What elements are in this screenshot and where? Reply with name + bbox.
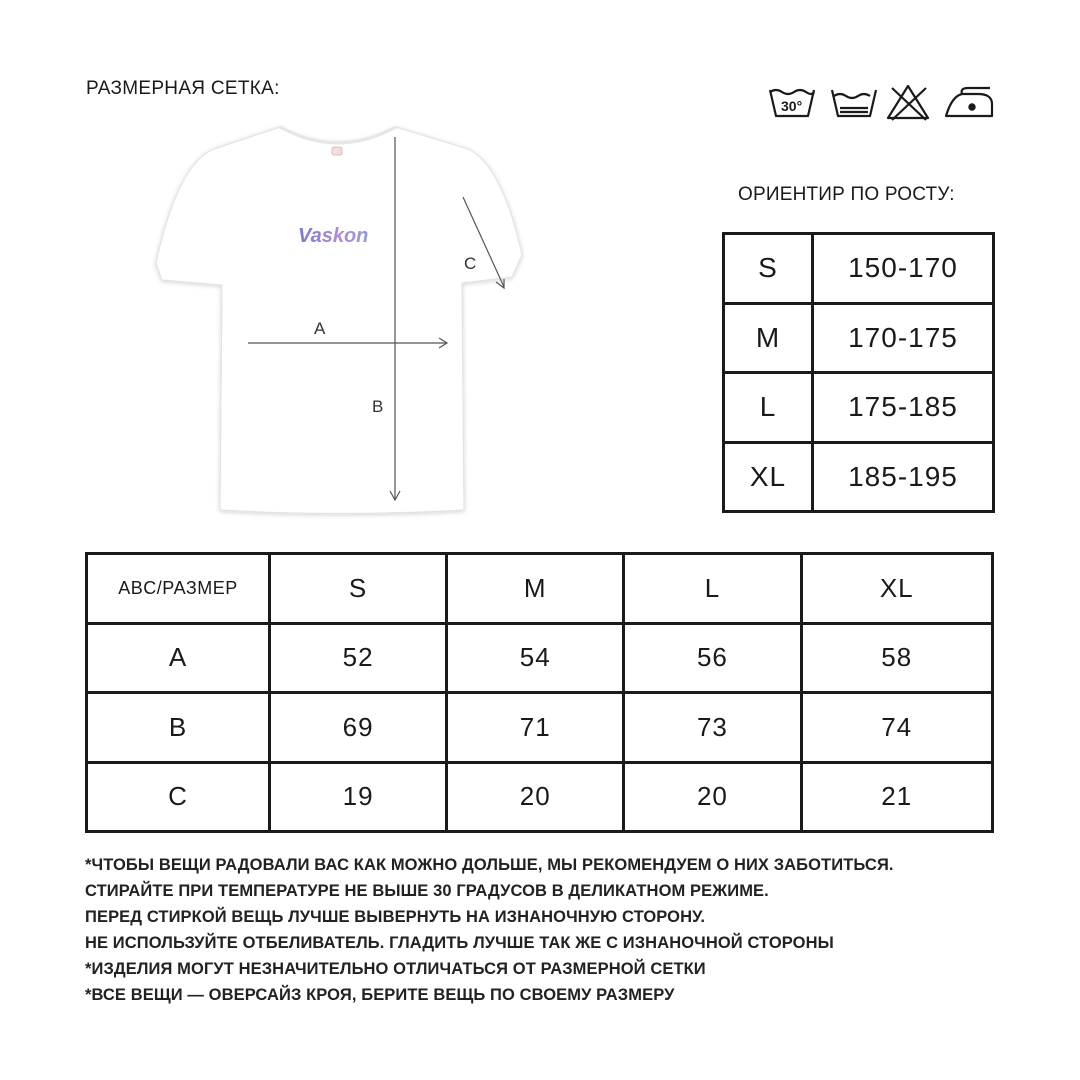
row-label: A — [87, 623, 270, 693]
height-size-cell: XL — [724, 442, 813, 512]
height-size-cell: S — [724, 234, 813, 304]
table-cell: 71 — [447, 693, 624, 763]
note-line: ПЕРЕД СТИРКОЙ ВЕЩЬ ЛУЧШЕ ВЫВЕРНУТЬ НА ИЗНАНОЧНУЮ СТОРОНУ. — [85, 908, 706, 926]
tshirt-body — [156, 127, 522, 514]
no-bleach-icon — [888, 86, 928, 120]
page-title: РАЗМЕРНАЯ СЕТКА: — [86, 78, 280, 99]
row-label: C — [87, 762, 270, 832]
label-c: C — [464, 254, 477, 273]
table-row — [724, 303, 994, 373]
height-range-cell: 185-195 — [813, 442, 994, 512]
iron-low-icon — [946, 88, 992, 116]
table-row — [724, 442, 994, 512]
size-header: L — [624, 554, 801, 624]
height-guide-title: ОРИЕНТИР ПО РОСТУ: — [738, 184, 955, 205]
height-range-cell: 150-170 — [813, 234, 994, 304]
table-cell: 20 — [624, 762, 801, 832]
height-size-cell: L — [724, 373, 813, 443]
wash-temp-label: 30° — [781, 98, 803, 114]
label-a: A — [314, 319, 326, 338]
table-cell: 58 — [801, 623, 992, 693]
table-header-row — [87, 554, 993, 624]
table-cell: 54 — [447, 623, 624, 693]
care-notes — [85, 852, 985, 1008]
table-cell: 56 — [624, 623, 801, 693]
size-header: M — [447, 554, 624, 624]
tshirt-illustration — [150, 115, 540, 525]
logo-text: Vaskon — [298, 225, 369, 247]
table-cell: 19 — [270, 762, 447, 832]
hand-wash-icon — [832, 90, 876, 116]
size-header: S — [270, 554, 447, 624]
table-cell: 21 — [801, 762, 992, 832]
row-label: B — [87, 693, 270, 763]
table-row — [724, 234, 994, 304]
note-line: НЕ ИСПОЛЬЗУЙТЕ ОТБЕЛИВАТЕЛЬ. ГЛАДИТЬ ЛУЧШЕ ТАК ЖЕ С ИЗНАНОЧНОЙ СТОРОНЫ — [85, 934, 834, 952]
table-cell: 69 — [270, 693, 447, 763]
table-cell: 20 — [447, 762, 624, 832]
table-cell: 74 — [801, 693, 992, 763]
table-cell: 52 — [270, 623, 447, 693]
care-icons — [768, 82, 996, 124]
note-line: СТИРАЙТЕ ПРИ ТЕМПЕРАТУРЕ НЕ ВЫШЕ 30 ГРАДУСОВ В ДЕЛИКАТНОМ РЕЖИМЕ. — [85, 882, 769, 900]
height-range-cell: 170-175 — [813, 303, 994, 373]
table-row — [724, 373, 994, 443]
height-guide-table — [722, 232, 995, 513]
table-row — [87, 693, 993, 763]
label-b: B — [372, 397, 384, 416]
size-table — [85, 552, 994, 833]
height-range-cell: 175-185 — [813, 373, 994, 443]
note-line: *ЧТОБЫ ВЕЩИ РАДОВАЛИ ВАС КАК МОЖНО ДОЛЬШЕ, МЫ РЕКОМЕНДУЕМ О НИХ ЗАБОТИТЬСЯ. — [85, 856, 894, 874]
note-line: *ИЗДЕЛИЯ МОГУТ НЕЗНАЧИТЕЛЬНО ОТЛИЧАТЬСЯ ОТ РАЗМЕРНОЙ СЕТКИ — [85, 960, 706, 978]
wash-30-icon — [770, 90, 814, 116]
table-row — [87, 623, 993, 693]
table-cell: 73 — [624, 693, 801, 763]
note-line: *ВСЕ ВЕЩИ — ОВЕРСАЙЗ КРОЯ, БЕРИТЕ ВЕЩЬ ПО СВОЕМУ РАЗМЕРУ — [85, 986, 675, 1004]
height-size-cell: M — [724, 303, 813, 373]
corner-header: ABC/РАЗМЕР — [87, 554, 270, 624]
table-row — [87, 762, 993, 832]
size-header: XL — [801, 554, 992, 624]
neck-tag — [332, 147, 342, 155]
